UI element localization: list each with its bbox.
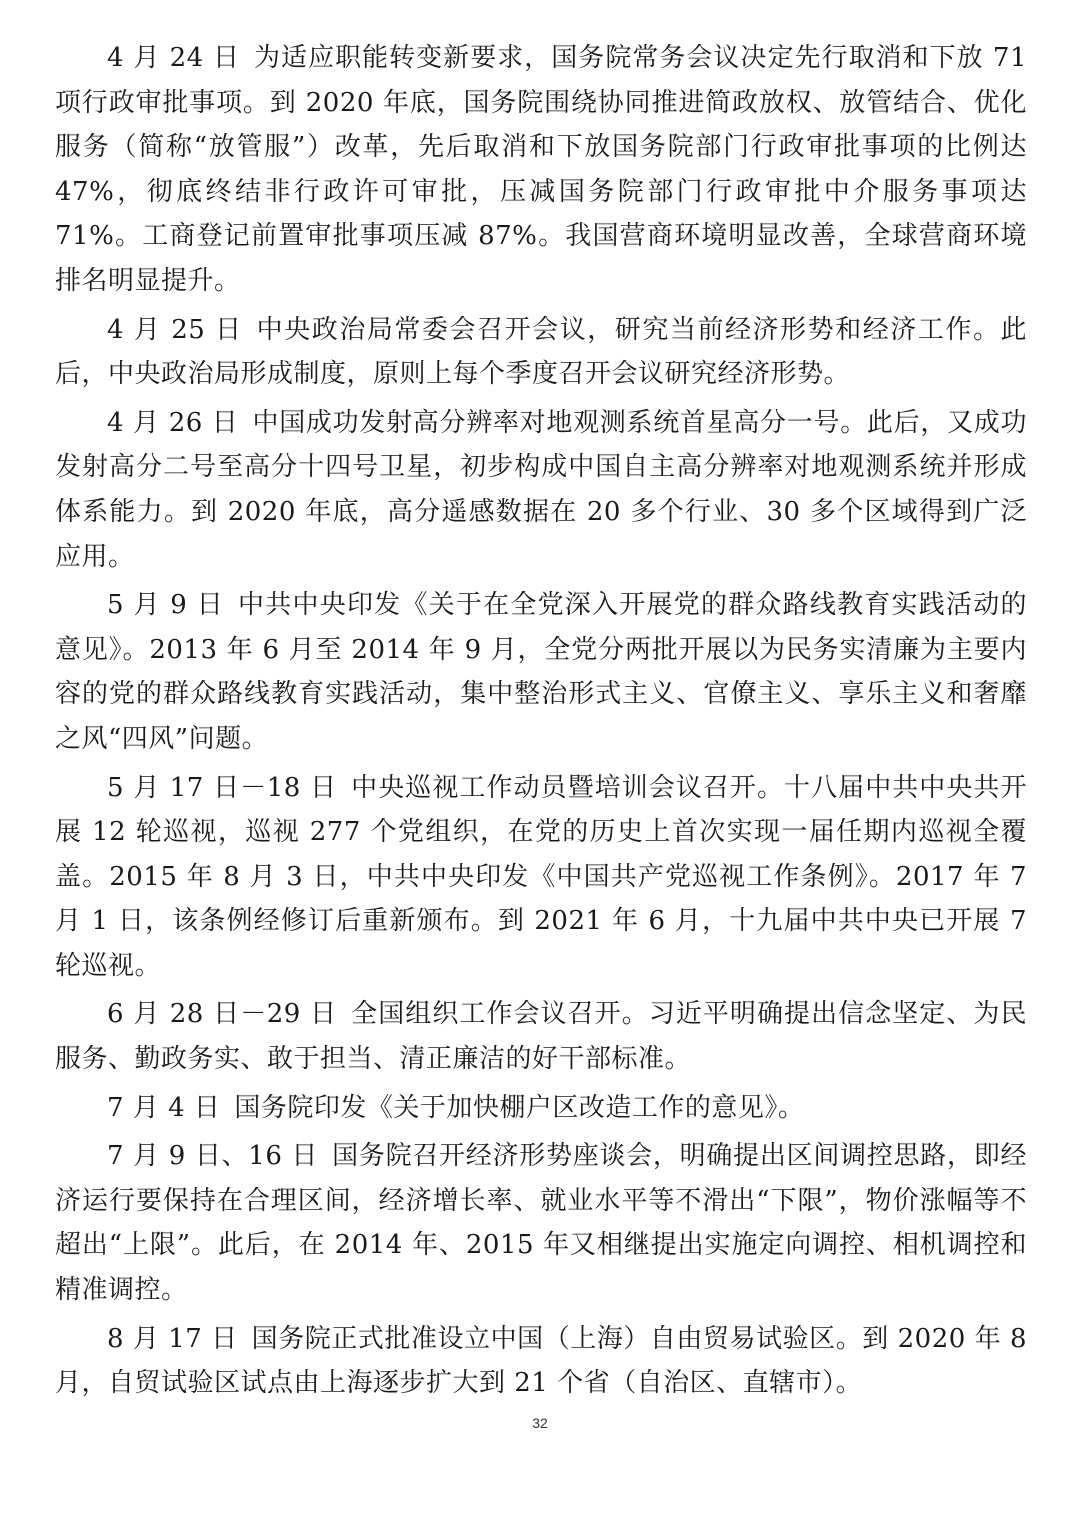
- entry-paragraph: [55, 308, 1027, 397]
- entry-text: 国务院正式批准设立中国（上海）自由贸易试验区。到 2020 年 8 月，自贸试验区试点由上海逐步扩大到 21 个省（自治区、直辖市）。: [55, 1323, 1028, 1399]
- entry-date: 4 月 25 日: [107, 314, 243, 345]
- entry-date: 6 月 28 日－29 日: [107, 999, 338, 1030]
- chronology-entry: [55, 583, 1027, 761]
- entry-text: 国务院召开经济形势座谈会，明确提出区间调控思路，即经济运行要保持在合理区间，经济增长率、就业水平等不滑出“下限”，物价涨幅等不超出“上限”。此后，在 2014 年、2015 年又相继提出实施定向调控、相机调控和精准调控。: [55, 1141, 1027, 1306]
- chronology-entry: [55, 992, 1027, 1081]
- entry-date: 7 月 9 日、16 日: [107, 1141, 319, 1172]
- entry-text: 为适应职能转变新要求，国务院常务会议决定先行取消和下放 71 项行政审批事项。到 2020 年底，国务院围绕协同推进简政放权、放管结合、优化服务（简称“放管服”）改革，先后取消和下放国务院部门行政审批事项的比例达 47%，彻底终结非行政许可审批，压减国务院部门行政审批中介服务事项达 71%。工商登记前置审批事项压减 87%。我国营商环境明显改善，全球营商环境排名明显提升。: [55, 43, 1027, 296]
- entry-paragraph: [55, 583, 1027, 761]
- chronology-entry: [55, 308, 1027, 397]
- chronology-entry: [55, 36, 1027, 304]
- chronology-entry: [55, 401, 1027, 579]
- page-number: 32: [532, 1415, 548, 1431]
- entry-paragraph: [55, 36, 1027, 304]
- chronology-entry: [55, 766, 1027, 989]
- entry-date: 4 月 26 日: [107, 407, 239, 438]
- chronology-entry: [55, 1086, 1027, 1131]
- document-body: [55, 36, 1027, 1410]
- entry-paragraph: [55, 401, 1027, 579]
- entry-text: 中央巡视工作动员暨培训会议召开。十八届中共中央共开展 12 轮巡视，巡视 277 个党组织，在党的历史上首次实现一届任期内巡视全覆盖。2015 年 8 月 3 日，中共中央印发《中国共产党巡视工作条例》。2017 年 7 月 1 日，该条例经修订后重新颁布。到 2021 年 6 月，十九届中共中央已开展 7 轮巡视。: [55, 772, 1027, 981]
- chronology-entry: [55, 1134, 1027, 1312]
- entry-paragraph: [55, 992, 1027, 1081]
- entry-text: 全国组织工作会议召开。习近平明确提出信念坚定、为民服务、勤政务实、敢于担当、清正廉洁的好干部标准。: [55, 999, 1027, 1075]
- entry-paragraph: [55, 766, 1027, 989]
- entry-paragraph: [55, 1086, 1027, 1131]
- entry-paragraph: [55, 1317, 1027, 1406]
- entry-text: 国务院印发《关于加快棚户区改造工作的意见》。: [234, 1092, 805, 1123]
- entry-text: 中国成功发射高分辨率对地观测系统首星高分一号。此后，又成功发射高分二号至高分十四号卫星，初步构成中国自主高分辨率对地观测系统并形成体系能力。到 2020 年底，高分遥感数据在 20 多个行业、30 多个区域得到广泛应用。: [55, 407, 1027, 572]
- entry-date: 4 月 24 日: [107, 43, 241, 73]
- entry-date: 8 月 17 日: [107, 1323, 238, 1354]
- entry-text: 中共中央印发《关于在全党深入开展党的群众路线教育实践活动的意见》。2013 年 6 月至 2014 年 9 月，全党分两批开展以为民务实清廉为主要内容的党的群众路线教育实践活动，集中整治形式主义、官僚主义、享乐主义和奢靡之风“四风”问题。: [55, 590, 1027, 754]
- entry-text: 中央政治局常委会召开会议，研究当前经济形势和经济工作。此后，中央政治局形成制度，原则上每个季度召开会议研究经济形势。: [55, 314, 1027, 390]
- entry-paragraph: [55, 1134, 1027, 1312]
- chronology-entry: [55, 1317, 1027, 1406]
- entry-date: 5 月 9 日: [107, 590, 225, 621]
- entry-date: 5 月 17 日－18 日: [107, 772, 338, 803]
- entry-date: 7 月 4 日: [107, 1092, 221, 1123]
